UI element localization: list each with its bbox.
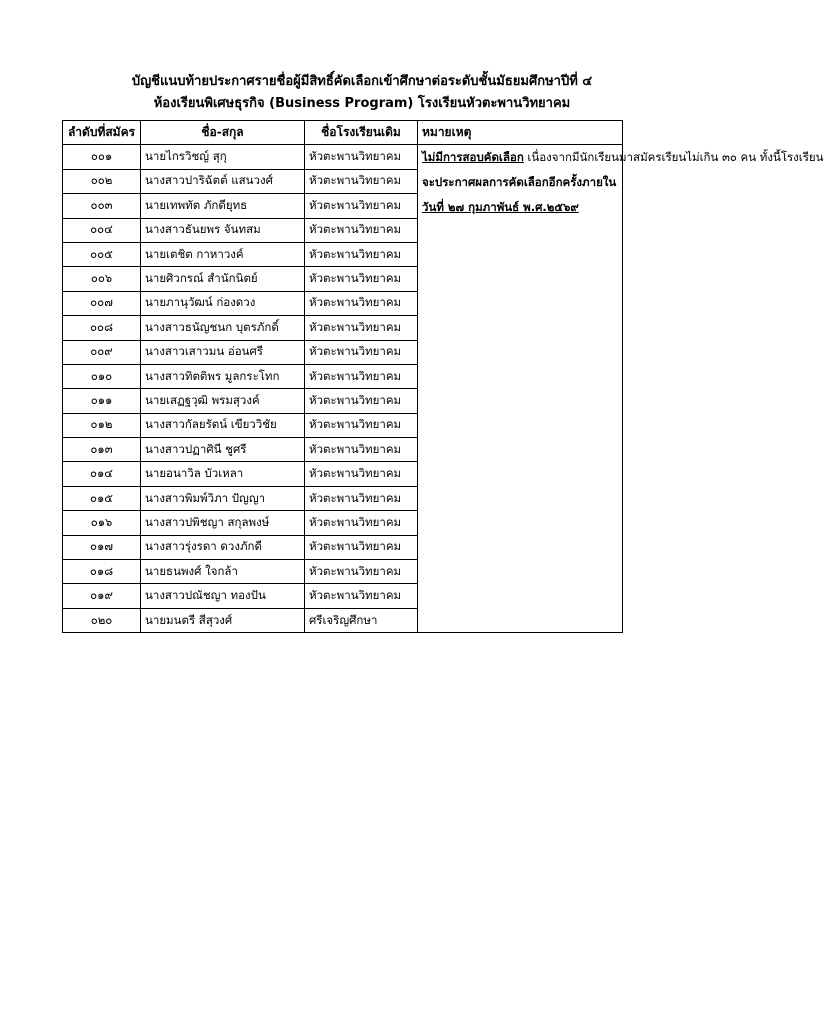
header-school: ชื่อโรงเรียนเดิม <box>305 121 418 145</box>
document-title-line-2: ห้องเรียนพิเศษธุรกิจ (Business Program) โรงเรียนหัวตะพานวิทยาคม <box>153 96 571 111</box>
cell-number: ๐๑๙ <box>63 584 141 608</box>
table-header-row <box>63 121 623 145</box>
cell-school: หัวตะพานวิทยาคม <box>305 169 418 193</box>
cell-number: ๐๑๗ <box>63 535 141 559</box>
cell-number: ๐๐๑ <box>63 145 141 169</box>
cell-number: ๐๐๙ <box>63 340 141 364</box>
cell-school: หัวตะพานวิทยาคม <box>305 486 418 510</box>
cell-school: หัวตะพานวิทยาคม <box>305 194 418 218</box>
cell-school: หัวตะพานวิทยาคม <box>305 438 418 462</box>
cell-name: นายมนตรี สีสุวงศ์ <box>141 608 305 632</box>
cell-number: ๐๐๓ <box>63 194 141 218</box>
remarks-cell <box>418 145 824 633</box>
cell-number: ๐๐๖ <box>63 267 141 291</box>
cell-name: นายภานุวัฒน์ ก่องดวง <box>141 291 305 315</box>
cell-number: ๐๐๒ <box>63 169 141 193</box>
header-number: ลำดับที่สมัคร <box>63 121 141 145</box>
cell-school: หัวตะพานวิทยาคม <box>305 340 418 364</box>
cell-number: ๐๑๐ <box>63 364 141 388</box>
cell-school: หัวตะพานวิทยาคม <box>305 413 418 437</box>
header-name: ชื่อ-สกุล <box>141 121 305 145</box>
cell-name: นางสาวกัลยรัตน์ เขียววิชัย <box>141 413 305 437</box>
cell-number: ๐๑๓ <box>63 438 141 462</box>
cell-school: หัวตะพานวิทยาคม <box>305 511 418 535</box>
cell-number: ๐๑๖ <box>63 511 141 535</box>
cell-school: หัวตะพานวิทยาคม <box>305 364 418 388</box>
applicant-table <box>62 120 824 633</box>
cell-name: นายเสฏฐวุฒิ พรมสุวงค์ <box>141 389 305 413</box>
cell-number: ๐๐๘ <box>63 316 141 340</box>
cell-school: หัวตะพานวิทยาคม <box>305 535 418 559</box>
remarks-no-exam: ไม่มีการสอบคัดเลือก <box>422 150 524 165</box>
cell-name: นายอนาวิล บัวเหลา <box>141 462 305 486</box>
cell-name: นายศิวกรณ์ สำนักนิตย์ <box>141 267 305 291</box>
cell-name: นางสาวพิมพ์วิภา ปัญญา <box>141 486 305 510</box>
remarks-reason: เนื่องจากมีนักเรียนมาสมัครเรียนไม่เกิน ๓๐ คน ทั้งนี้โรงเรียน <box>523 150 824 165</box>
cell-school: หัวตะพานวิทยาคม <box>305 462 418 486</box>
cell-number: ๐๑๑ <box>63 389 141 413</box>
cell-name: นายเตชิต กาหาวงค์ <box>141 242 305 266</box>
cell-name: นางสาวธันยพร จันทสม <box>141 218 305 242</box>
cell-school: ศรีเจริญศึกษา <box>305 608 418 632</box>
cell-school: หัวตะพานวิทยาคม <box>305 560 418 584</box>
cell-name: นางสาวเสาวมน อ่อนศรี <box>141 340 305 364</box>
table-body <box>63 145 824 633</box>
remarks-date: วันที่ ๒๗ กุมภาพันธ์ พ.ศ.๒๕๖๙ <box>422 200 579 215</box>
document-title-line-1: บัญชีแนบท้ายประกาศรายชื่อผู้มีสิทธิ์คัดเลือกเข้าศึกษาต่อระดับชั้นมัธยมศึกษาปีที่ ๔ <box>131 74 593 89</box>
cell-name: นางสาวรุ่งรดา ดวงภักดี <box>141 535 305 559</box>
cell-school: หัวตะพานวิทยาคม <box>305 291 418 315</box>
cell-number: ๐๐๕ <box>63 242 141 266</box>
table-row <box>63 145 623 169</box>
cell-school: หัวตะพานวิทยาคม <box>305 218 418 242</box>
cell-number: ๐๑๕ <box>63 486 141 510</box>
cell-school: หัวตะพานวิทยาคม <box>305 389 418 413</box>
header-remarks: หมายเหตุ <box>418 121 623 145</box>
cell-number: ๐๐๔ <box>63 218 141 242</box>
cell-number: ๐๑๘ <box>63 560 141 584</box>
cell-school: หัวตะพานวิทยาคม <box>305 267 418 291</box>
cell-name: นางสาวปาริฉัตต์ แสนวงศ์ <box>141 169 305 193</box>
cell-name: นายไกรวิชญ์ สุกุ <box>141 145 305 169</box>
cell-name: นายธนพงศ์ ใจกล้า <box>141 560 305 584</box>
cell-number: ๐๑๔ <box>63 462 141 486</box>
cell-school: หัวตะพานวิทยาคม <box>305 584 418 608</box>
cell-name: นางสาวปพิชญา สกุลพงษ์ <box>141 511 305 535</box>
cell-school: หัวตะพานวิทยาคม <box>305 316 418 340</box>
cell-name: นางสาวทิตติพร มูลกระโทก <box>141 364 305 388</box>
remarks-announcement: จะประกาศผลการคัดเลือกอีกครั้งภายใน <box>422 175 617 190</box>
cell-name: นางสาวธนัญชนก บุตรภักดิ์ <box>141 316 305 340</box>
cell-school: หัวตะพานวิทยาคม <box>305 145 418 169</box>
cell-name: นายเทพทัต ภักดียุทธ <box>141 194 305 218</box>
cell-number: ๐๑๒ <box>63 413 141 437</box>
cell-number: ๐๒๐ <box>63 608 141 632</box>
cell-number: ๐๐๗ <box>63 291 141 315</box>
cell-name: นางสาวปณัชญา ทองปัน <box>141 584 305 608</box>
cell-school: หัวตะพานวิทยาคม <box>305 242 418 266</box>
cell-name: นางสาวปฏาศินี ชูศรี <box>141 438 305 462</box>
